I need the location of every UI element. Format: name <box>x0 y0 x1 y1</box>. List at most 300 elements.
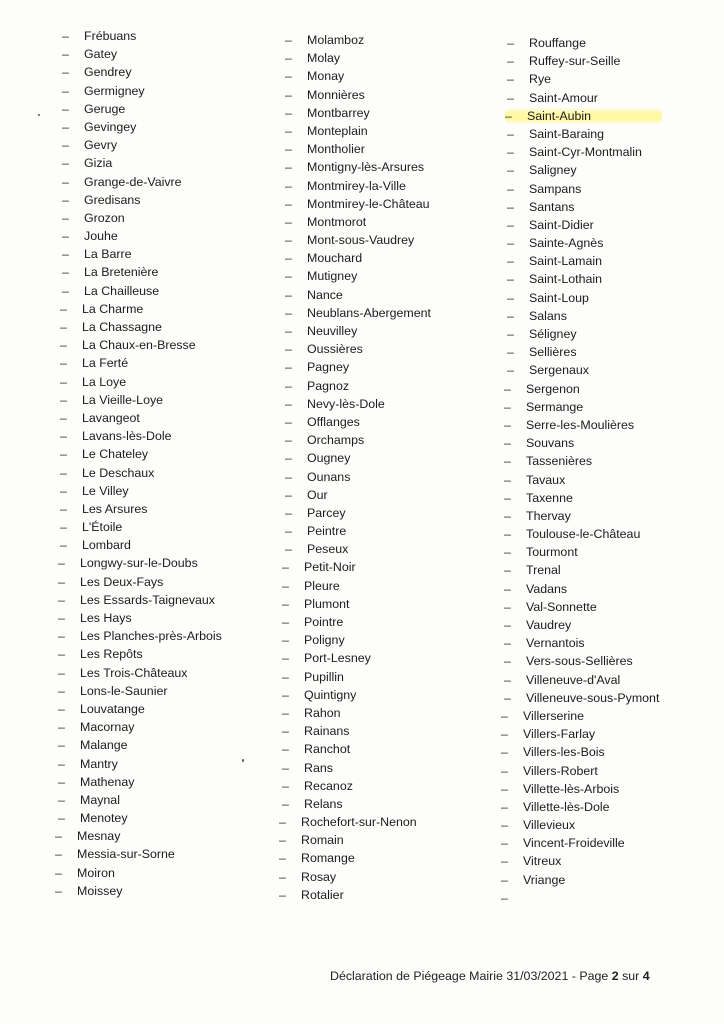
list-dash: – <box>62 83 69 98</box>
list-dash: – <box>58 720 65 735</box>
commune-list-item <box>504 434 659 452</box>
commune-name: Villette-lès-Dole <box>523 799 610 814</box>
commune-name: Sermange <box>526 399 584 414</box>
commune-name: Les Deux-Fays <box>80 574 164 589</box>
commune-name: Taxenne <box>526 490 573 505</box>
list-dash: – <box>62 229 69 244</box>
commune-list-item <box>62 82 226 100</box>
commune-list-item <box>285 122 431 140</box>
scan-speck <box>242 759 244 762</box>
commune-name: Tavaux <box>526 472 566 487</box>
commune-list-item <box>60 409 224 427</box>
list-dash: – <box>285 360 292 375</box>
commune-list-item <box>58 554 222 572</box>
commune-name: Le Chateley <box>82 447 149 462</box>
commune-list-item <box>62 191 226 209</box>
list-dash: – <box>58 683 65 698</box>
commune-name: Saligney <box>529 163 577 178</box>
commune-list-item <box>60 518 224 536</box>
commune-list-item <box>60 445 224 463</box>
list-dash: – <box>285 33 292 47</box>
commune-name: Grozon <box>84 210 125 225</box>
commune-list-item <box>507 270 662 288</box>
commune-list-item <box>60 318 224 336</box>
commune-list-item <box>62 154 226 172</box>
commune-list-item <box>62 136 226 154</box>
commune-list-item-highlighted <box>505 107 662 125</box>
commune-list-item <box>285 504 431 522</box>
commune-list-item <box>501 762 656 780</box>
commune-name: La Charme <box>82 301 144 316</box>
list-dash: – <box>60 501 67 516</box>
commune-name: Neuvilley <box>307 324 358 338</box>
commune-name: Monteplain <box>307 123 368 138</box>
commune-name: La Chaux-en-Bresse <box>82 338 196 353</box>
list-dash: – <box>504 527 511 542</box>
commune-name: Rans <box>304 760 333 775</box>
commune-list-item <box>285 395 431 413</box>
commune-list-item <box>58 718 222 736</box>
list-dash: – <box>58 592 65 607</box>
list-dash: – <box>507 72 514 87</box>
list-dash: – <box>58 701 65 716</box>
commune-list-item <box>62 63 226 81</box>
commune-list-item <box>507 307 662 325</box>
commune-name: Ougney <box>307 451 351 466</box>
commune-name: Gendrey <box>84 65 132 80</box>
commune-name: Nevy-lès-Dole <box>307 396 385 411</box>
commune-name: Saint-Aubin <box>527 108 592 123</box>
commune-list-item <box>501 725 656 743</box>
list-dash: – <box>507 36 514 50</box>
list-dash: – <box>285 196 292 211</box>
commune-list-item <box>504 616 659 634</box>
list-dash: – <box>285 160 292 175</box>
list-dash: – <box>60 301 67 316</box>
list-dash: – <box>507 90 514 105</box>
commune-list-item <box>55 864 219 882</box>
commune-name: Malange <box>80 738 128 753</box>
commune-list-item <box>58 809 222 827</box>
list-dash: – <box>504 599 511 614</box>
commune-list-item <box>507 34 662 52</box>
commune-list-item <box>60 391 224 409</box>
commune-name: Rochefort-sur-Nenon <box>301 815 417 830</box>
commune-name: L'Étoile <box>82 520 123 535</box>
commune-name: Recanoz <box>304 778 353 793</box>
commune-list-item <box>501 871 656 889</box>
commune-list-item <box>282 686 428 704</box>
list-dash: – <box>504 490 511 505</box>
commune-name: Sainte-Agnès <box>529 236 604 251</box>
commune-list-item <box>58 755 222 773</box>
list-dash: – <box>507 199 514 214</box>
list-dash: – <box>279 851 286 866</box>
commune-list-item <box>285 522 431 540</box>
commune-name: Santans <box>529 199 575 214</box>
commune-list-item <box>501 798 656 816</box>
commune-list-item <box>282 668 428 686</box>
list-dash: – <box>62 101 69 116</box>
commune-name: Longwy-sur-le-Doubs <box>80 556 198 571</box>
commune-name: Villeneuve-sous-Pymont <box>526 690 660 705</box>
commune-name: Saint-Baraing <box>529 126 605 141</box>
commune-list-item <box>285 140 431 158</box>
list-dash: – <box>504 381 511 396</box>
commune-list-item <box>504 561 659 579</box>
commune-name: Rosay <box>301 869 337 884</box>
commune-list-item <box>62 45 226 63</box>
list-dash: – <box>60 538 67 553</box>
commune-list-item <box>55 882 219 900</box>
commune-list-item <box>285 286 431 304</box>
commune-name: Quintigny <box>304 687 357 702</box>
list-dash: – <box>507 181 514 196</box>
commune-name: Grange-de-Vaivre <box>84 174 182 189</box>
commune-name: Les Hays <box>80 611 132 625</box>
commune-list-item <box>58 791 222 809</box>
commune-list-item <box>282 558 428 576</box>
commune-list-item <box>285 213 431 231</box>
list-dash: – <box>60 374 67 389</box>
list-dash: – <box>501 854 508 869</box>
list-dash: – <box>58 647 65 662</box>
list-dash: – <box>62 210 69 225</box>
commune-name: Vincent-Froideville <box>523 836 625 851</box>
commune-list-item <box>62 227 226 245</box>
commune-list-item <box>504 634 659 652</box>
list-dash: – <box>504 545 511 560</box>
list-dash: – <box>282 633 289 648</box>
commune-list-item <box>279 831 425 849</box>
commune-name: Offlanges <box>307 414 360 429</box>
list-dash: – <box>504 472 511 487</box>
commune-name: Romange <box>301 851 355 866</box>
commune-name: Vriange <box>523 872 566 887</box>
commune-list-item <box>285 158 431 176</box>
list-dash: – <box>282 560 289 575</box>
list-dash: – <box>285 433 292 448</box>
list-dash: – <box>62 65 69 80</box>
list-dash: – <box>60 483 67 498</box>
commune-list-item <box>504 543 659 561</box>
commune-name: Villette-lès-Arbois <box>523 781 620 796</box>
commune-name: Villeneuve-d'Aval <box>526 672 621 687</box>
commune-list-item <box>507 234 662 252</box>
commune-name: Pointre <box>304 615 344 629</box>
commune-list-item <box>507 70 662 88</box>
commune-name: Le Deschaux <box>82 465 155 480</box>
list-dash: – <box>504 508 511 523</box>
commune-name: Romain <box>301 833 344 848</box>
commune-list-item <box>285 377 431 395</box>
commune-list-item <box>501 816 656 834</box>
commune-list-item <box>282 777 428 795</box>
commune-name: Saint-Didier <box>529 217 594 232</box>
list-dash: – <box>62 174 69 189</box>
list-dash: – <box>279 887 286 902</box>
commune-list-item <box>58 645 222 663</box>
footer-sur: sur <box>618 969 643 983</box>
commune-name: Mathenay <box>80 774 135 789</box>
commune-name: Trenal <box>526 563 561 578</box>
list-dash: – <box>282 578 289 593</box>
commune-list-item <box>285 358 431 376</box>
commune-list-item <box>282 577 428 595</box>
commune-name: Monay <box>307 69 345 84</box>
commune-list-item <box>279 849 425 867</box>
commune-name: Mutigney <box>307 269 358 284</box>
commune-name: Moissey <box>77 883 123 898</box>
commune-name: Molamboz <box>307 33 365 47</box>
list-dash: – <box>58 629 65 644</box>
commune-name: Vaudrey <box>526 618 572 632</box>
list-dash: – <box>501 727 508 742</box>
commune-name: Port-Lesney <box>304 651 371 666</box>
commune-name: Geruge <box>84 101 126 116</box>
commune-list-item <box>62 282 226 300</box>
commune-list-item <box>504 580 659 598</box>
commune-name: Messia-sur-Sorne <box>77 847 175 862</box>
commune-list-item <box>504 598 659 616</box>
commune-list-item <box>60 354 224 372</box>
commune-name: Ounans <box>307 469 351 484</box>
commune-list-item <box>285 486 431 504</box>
commune-list-item <box>279 813 425 831</box>
commune-list-item <box>504 471 659 489</box>
list-dash: – <box>507 272 514 287</box>
commune-name: Sampans <box>529 181 582 196</box>
list-dash: – <box>507 290 514 305</box>
list-dash: – <box>62 29 69 43</box>
commune-list-item <box>60 482 224 500</box>
list-dash: – <box>62 138 69 153</box>
commune-list-item <box>60 500 224 518</box>
commune-name: Louvatange <box>80 701 145 716</box>
commune-name: Peintre <box>307 524 347 539</box>
list-dash: – <box>285 342 292 357</box>
list-dash: – <box>285 142 292 157</box>
commune-name: Pupillin <box>304 669 344 684</box>
list-dash: – <box>60 320 67 334</box>
list-dash: – <box>279 815 286 830</box>
commune-name: Gevry <box>84 138 118 153</box>
list-dash: – <box>62 47 69 62</box>
commune-name: Souvans <box>526 436 575 451</box>
list-dash: – <box>285 324 292 338</box>
list-dash: – <box>55 883 62 898</box>
commune-name: Les Arsures <box>82 501 148 516</box>
commune-name: Le Villey <box>82 483 129 498</box>
commune-list-item <box>507 180 662 198</box>
commune-list-item <box>55 845 219 863</box>
commune-list-item <box>58 627 222 645</box>
page-footer <box>330 969 650 983</box>
commune-name: Neublans-Abergement <box>307 305 431 320</box>
commune-list-item <box>501 707 656 725</box>
commune-list-item <box>507 198 662 216</box>
commune-list-item <box>285 431 431 449</box>
list-dash: – <box>285 524 292 539</box>
commune-name: Mesnay <box>77 829 121 844</box>
commune-list-item <box>285 468 431 486</box>
commune-list-item <box>507 343 662 361</box>
list-dash: – <box>285 105 292 120</box>
commune-name: Les Essards-Taignevaux <box>80 592 215 607</box>
commune-list-item <box>58 773 222 791</box>
commune-name: Tourmont <box>526 545 578 560</box>
commune-name: Lavans-lès-Dole <box>82 429 172 444</box>
commune-list-item <box>285 413 431 431</box>
list-dash: – <box>282 687 289 702</box>
commune-list-item <box>504 452 659 470</box>
list-dash: – <box>504 581 511 596</box>
list-dash: – <box>285 305 292 320</box>
list-dash: – <box>60 338 67 353</box>
commune-name: Oussières <box>307 342 363 357</box>
commune-name: Toulouse-le-Château <box>526 527 641 542</box>
list-dash: – <box>285 378 292 393</box>
commune-list-item <box>62 118 226 136</box>
list-dash: – <box>285 451 292 466</box>
commune-name: Salans <box>529 308 567 323</box>
commune-list-item <box>285 249 431 267</box>
list-dash: – <box>285 233 292 248</box>
list-dash: – <box>285 414 292 429</box>
list-dash: – <box>58 738 65 753</box>
commune-column-3 <box>501 34 662 907</box>
commune-list-item <box>504 507 659 525</box>
commune-name: Rainans <box>304 724 350 739</box>
commune-name: Vers-sous-Sellières <box>526 654 633 669</box>
commune-list-item <box>58 573 222 591</box>
commune-list-item <box>55 827 219 845</box>
commune-list-item <box>285 304 431 322</box>
list-dash: – <box>505 108 512 123</box>
commune-name: Rotalier <box>301 887 344 902</box>
commune-name: Jouhe <box>84 229 118 244</box>
list-dash: – <box>507 54 514 69</box>
commune-list-item <box>279 886 425 904</box>
commune-name: Vadans <box>526 581 568 596</box>
list-dash: – <box>282 778 289 793</box>
commune-list-item <box>58 609 222 627</box>
list-dash: – <box>501 781 508 796</box>
commune-name: Rouffange <box>529 36 586 50</box>
commune-list-item <box>60 427 224 445</box>
commune-list-item <box>285 231 431 249</box>
commune-list-item <box>504 671 659 689</box>
list-dash: – <box>282 705 289 720</box>
commune-list-item <box>507 161 662 179</box>
commune-name: Villevieux <box>523 818 576 833</box>
list-dash: – <box>507 236 514 251</box>
list-dash: – <box>62 192 69 207</box>
list-dash: – <box>58 611 65 625</box>
list-dash: – <box>285 469 292 484</box>
commune-list-item <box>60 373 224 391</box>
list-dash: – <box>60 410 67 425</box>
list-dash: – <box>58 811 65 826</box>
list-dash: – <box>285 51 292 66</box>
list-dash: – <box>62 283 69 298</box>
commune-name: Gredisans <box>84 192 141 207</box>
list-dash: – <box>55 865 62 880</box>
commune-name: Lavangeot <box>82 410 140 425</box>
commune-list-item <box>504 652 659 670</box>
list-dash: – <box>501 745 508 760</box>
commune-name: Ruffey-sur-Seille <box>529 54 621 69</box>
list-dash: – <box>501 818 508 833</box>
commune-list-item <box>62 173 226 191</box>
commune-list-item <box>507 361 662 379</box>
list-dash: – <box>507 217 514 232</box>
commune-name: Villers-Farlay <box>523 727 596 742</box>
commune-list-item <box>282 740 428 758</box>
commune-list-item <box>282 704 428 722</box>
list-dash: – <box>507 327 514 341</box>
list-dash: – <box>507 363 514 378</box>
commune-name: Val-Sonnette <box>526 599 597 614</box>
commune-name: Mont-sous-Vaudrey <box>307 233 415 248</box>
commune-list-item <box>60 464 224 482</box>
commune-list-item <box>507 52 662 70</box>
commune-name: Monnières <box>307 87 365 102</box>
list-dash: – <box>507 126 514 141</box>
commune-name: Montbarrey <box>307 105 370 120</box>
list-dash: – <box>55 829 62 844</box>
empty-list-item <box>501 889 656 907</box>
commune-name: Saint-Loup <box>529 290 589 305</box>
commune-list-item <box>504 416 659 434</box>
commune-list-item <box>285 340 431 358</box>
commune-name: Gevingey <box>84 119 137 134</box>
commune-name: La Ferté <box>82 356 129 371</box>
commune-name: Vitreux <box>523 854 562 869</box>
commune-list-item <box>504 398 659 416</box>
list-dash: – <box>55 847 62 862</box>
commune-name: Pleure <box>304 578 340 593</box>
commune-list-item <box>282 722 428 740</box>
commune-list-item <box>504 489 659 507</box>
list-dash: – <box>60 356 67 371</box>
commune-list-item <box>501 743 656 761</box>
commune-name: La Chailleuse <box>84 283 160 298</box>
list-dash: – <box>58 556 65 571</box>
list-dash: – <box>282 615 289 629</box>
list-dash: – <box>62 119 69 134</box>
commune-list-item <box>285 49 431 67</box>
commune-name: Nance <box>307 287 343 302</box>
commune-list-item <box>58 591 222 609</box>
commune-name: Pagney <box>307 360 350 375</box>
commune-list-item <box>60 336 224 354</box>
list-dash: – <box>62 156 69 171</box>
commune-list-item <box>285 195 431 213</box>
commune-list-item <box>279 868 425 886</box>
commune-name: Vernantois <box>526 636 585 651</box>
commune-column-2 <box>279 31 431 904</box>
list-dash: – <box>282 596 289 611</box>
list-dash: – <box>501 872 508 887</box>
list-dash: – <box>60 429 67 444</box>
commune-list-item <box>507 252 662 270</box>
commune-list-item <box>285 540 431 558</box>
commune-list-item <box>60 536 224 554</box>
commune-name: Villers-les-Bois <box>523 745 605 760</box>
commune-list-item <box>62 27 226 45</box>
list-dash: – <box>507 308 514 323</box>
